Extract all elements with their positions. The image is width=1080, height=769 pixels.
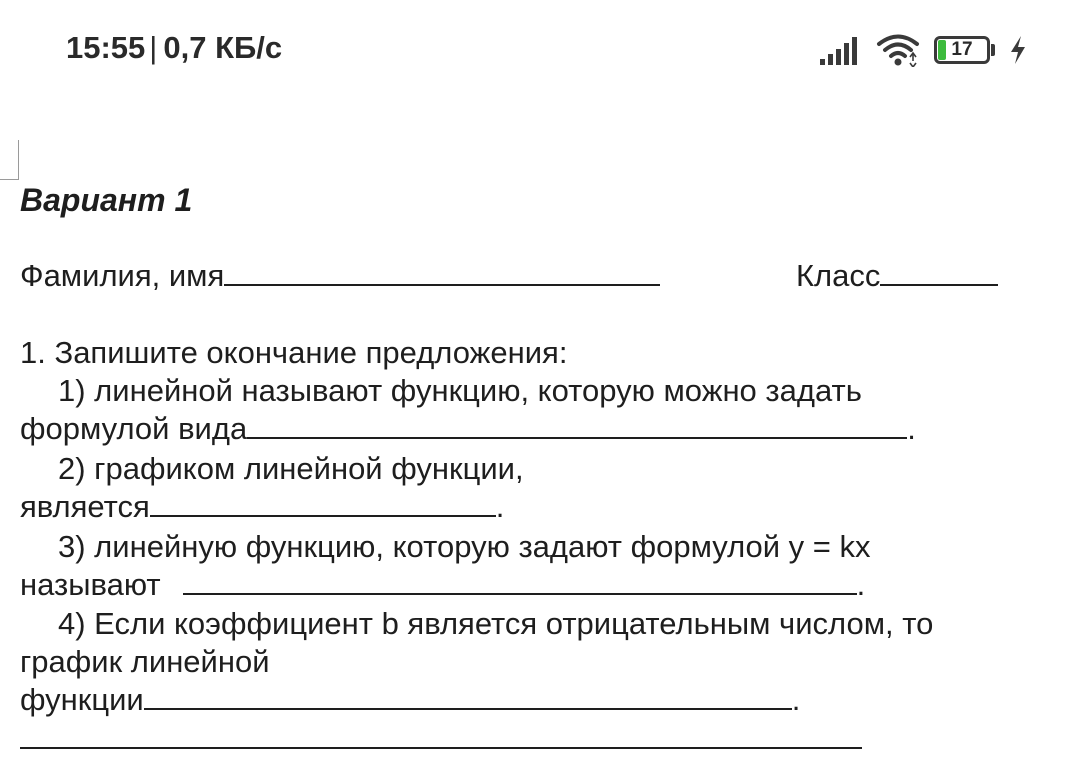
item1-line1: 1) линейной называют функцию, которую можно задать — [58, 373, 862, 408]
item1-line2 — [20, 410, 916, 448]
item1-label: формулой вида — [20, 411, 248, 446]
status-bar — [0, 0, 1080, 100]
task1-heading: 1. Запишите окончание предложения: — [20, 335, 568, 370]
signal-icon — [818, 35, 862, 65]
battery-cap — [991, 44, 995, 56]
battery-icon — [934, 36, 994, 64]
status-time: 15:55 — [66, 30, 146, 65]
item3-label: называют — [20, 567, 161, 602]
item3-period: . — [856, 567, 866, 602]
status-icons — [818, 32, 1028, 68]
item4-line2: график линейной — [20, 644, 270, 679]
name-label: Фамилия, имя — [20, 258, 225, 293]
item3-line1: 3) линейную функцию, которую задают формулой y = kx — [58, 529, 871, 564]
item2-line1: 2) графиком линейной функции, — [58, 451, 524, 486]
status-separator: | — [149, 30, 158, 65]
item1-period: . — [907, 411, 916, 446]
charging-bolt-icon — [1008, 35, 1028, 65]
item4-line1: 4) Если коэффициент b является отрицательным числом, то — [58, 606, 934, 641]
battery-level: 17 — [951, 39, 973, 60]
item4-period: . — [791, 682, 801, 717]
item4-line3 — [20, 681, 800, 719]
item3-line2 — [20, 566, 865, 604]
class-blank[interactable] — [880, 258, 998, 286]
name-blank[interactable] — [224, 258, 660, 286]
network-speed: 0,7 КБ/с — [163, 30, 283, 65]
item4-blank[interactable] — [144, 682, 792, 710]
item1-blank[interactable] — [247, 411, 907, 439]
item4-label: функции — [20, 682, 144, 717]
item2-blank[interactable] — [150, 489, 496, 517]
class-label: Класс — [796, 258, 881, 293]
item3-blank[interactable] — [183, 567, 857, 595]
wifi-icon — [876, 33, 920, 67]
variant-title: Вариант 1 — [20, 182, 193, 218]
name-line — [20, 257, 660, 295]
extra-answer-line — [20, 720, 862, 758]
status-left — [66, 30, 282, 66]
page-corner-mark — [0, 140, 19, 180]
class-line — [796, 257, 998, 295]
item2-line2 — [20, 488, 504, 526]
extra-answer-blank[interactable] — [20, 721, 862, 749]
item2-label: является — [20, 489, 150, 524]
item2-period: . — [495, 489, 505, 524]
